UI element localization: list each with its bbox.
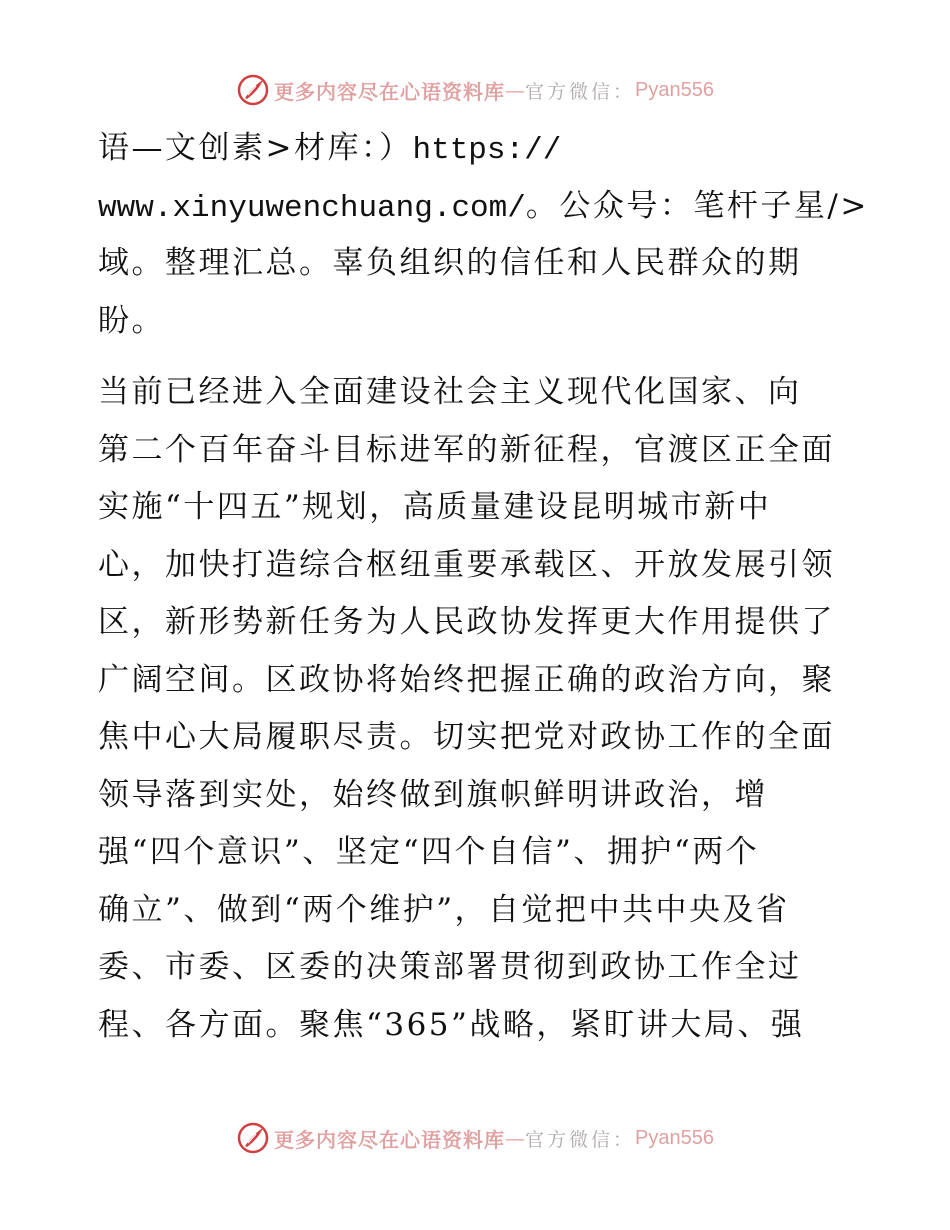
feather-seal-icon: [236, 73, 270, 107]
text-line: 语—文创素>材库：）https://: [98, 130, 562, 168]
text-line: 委、市委、区委的决策部署贯彻到政协工作全过: [98, 949, 802, 985]
banner-dash: —: [505, 78, 525, 102]
text-line: 领导落到实处，始终做到旗帜鲜明讲政治，增: [98, 776, 768, 813]
text-line: 域。整理汇总。辜负组织的信任和人民群众的期: [98, 245, 802, 281]
header-banner: [0, 70, 950, 110]
banner-wechat-label: 官方微信：: [525, 80, 636, 103]
text-line: 广阔空间。区政协将始终把握正确的政治方向，聚: [98, 661, 835, 698]
text-line: 盼。: [98, 302, 165, 339]
footer-banner: [0, 1118, 950, 1158]
text-line: 第二个百年奋斗目标进军的新征程，官渡区正全面: [98, 431, 835, 468]
text-line: 区，新形势新任务为人民政协发挥更大作用提供了: [98, 604, 835, 640]
document-body: [98, 120, 869, 1054]
text-line: 焦中心大局履职尽责。切实把党对政协工作的全面: [98, 719, 835, 755]
feather-seal-icon: [236, 1121, 270, 1155]
banner-main-text: 更多内容尽在心语资料库: [274, 79, 505, 104]
banner-wechat-id: Pyan556: [635, 78, 714, 101]
banner-main-text: 更多内容尽在心语资料库: [274, 1127, 505, 1152]
text-line: 心，加快打造综合枢纽重要承载区、开放发展引领: [98, 546, 835, 583]
banner-wechat-id: Pyan556: [635, 1126, 714, 1149]
text-line: 当前已经进入全面建设社会主义现代化国家、向: [98, 374, 802, 410]
text-line: 程、各方面。聚焦“365”战略，紧盯讲大局、强: [98, 1006, 805, 1043]
text-line: www.xinyuwenchuang.com/。公众号：笔杆子星/>: [98, 187, 869, 226]
banner-wechat-label: 官方微信：: [525, 1128, 636, 1151]
text-line: 实施“十四五”规划，高质量建设昆明城市新中: [98, 489, 772, 525]
banner-dash: —: [505, 1126, 525, 1150]
text-line: 强“四个意识”、坚定“四个自信”、拥护“两个: [98, 834, 760, 870]
text-line: 确立”、做到“两个维护”，自觉把中共中央及省: [98, 891, 790, 928]
